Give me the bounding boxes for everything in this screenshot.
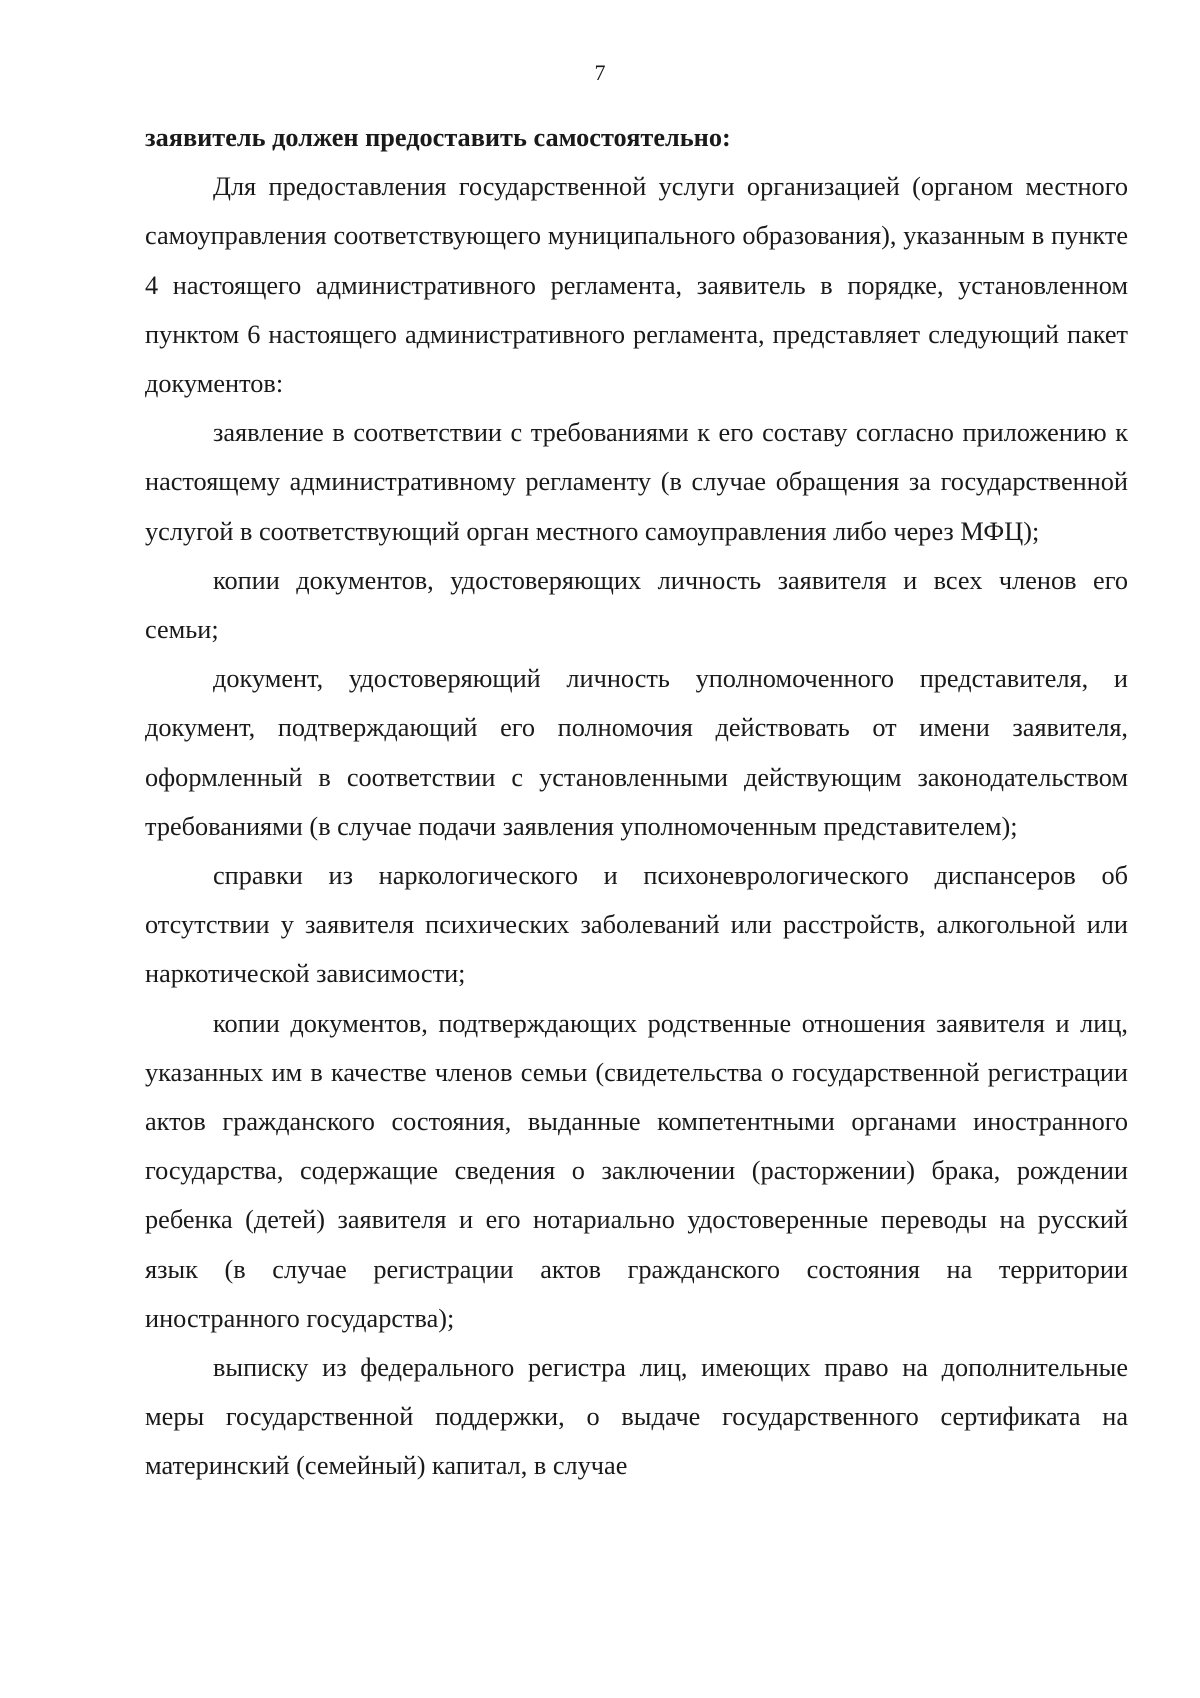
paragraph-kinship-documents: копии документов, подтверждающих родственные отношения заявителя и лиц, указанных им в качестве членов семьи (свидетельства о государственной регистрации актов гражданского состояния, выданные компетентными органами иностранного государства, содержащие сведения о заключении (расторжении) брака, рождении ребенка (детей) заявителя и его нотариально удостоверенные переводы на русский язык (в случае регистрации актов гражданского состояния на территории иностранного государства); [145,1008,1128,1333]
paragraph-medical-certificates: справки из наркологического и психоневрологического диспансеров об отсутствии у заявителя психических заболеваний или расстройств, алкогольной или наркотической зависимости; [145,861,1128,989]
paragraph-application: заявление в соответствии с требованиями к его составу согласно приложению к настоящему административному регламенту (в случае обращения за государственной услугой в соответствующий орган местного самоуправления либо через МФЦ); [145,418,1128,546]
paragraph-register-extract: выписку из федерального регистра лиц, имеющих право на дополнительные меры государственной поддержки, о выдаче государственного сертификата на материнский (семейный) капитал, в случае [145,1353,1128,1481]
paragraph-identity-copies: копии документов, удостоверяющих личность заявителя и всех членов его семьи; [145,565,1128,645]
page-number: 7 [594,60,606,85]
paragraph-intro: Для предоставления государственной услуги организацией (органом местного самоуправления соответствующего муниципального образования), указанным в пункте 4 настоящего административного регламента, заявитель в порядке, установленном пунктом 6 настоящего административного регламента, представляет следующий пакет документов: [145,172,1128,399]
paragraph-representative-document: документ, удостоверяющий личность уполномоченного представителя, и документ, подтверждающий его полномочия действовать от имени заявителя, оформленный в соответствии с установленными действующим законодательством требованиями (в случае подачи заявления уполномоченным представителем); [145,664,1128,841]
section-heading: заявитель должен предоставить самостоятельно: [145,123,731,152]
document-body [145,113,1128,1491]
